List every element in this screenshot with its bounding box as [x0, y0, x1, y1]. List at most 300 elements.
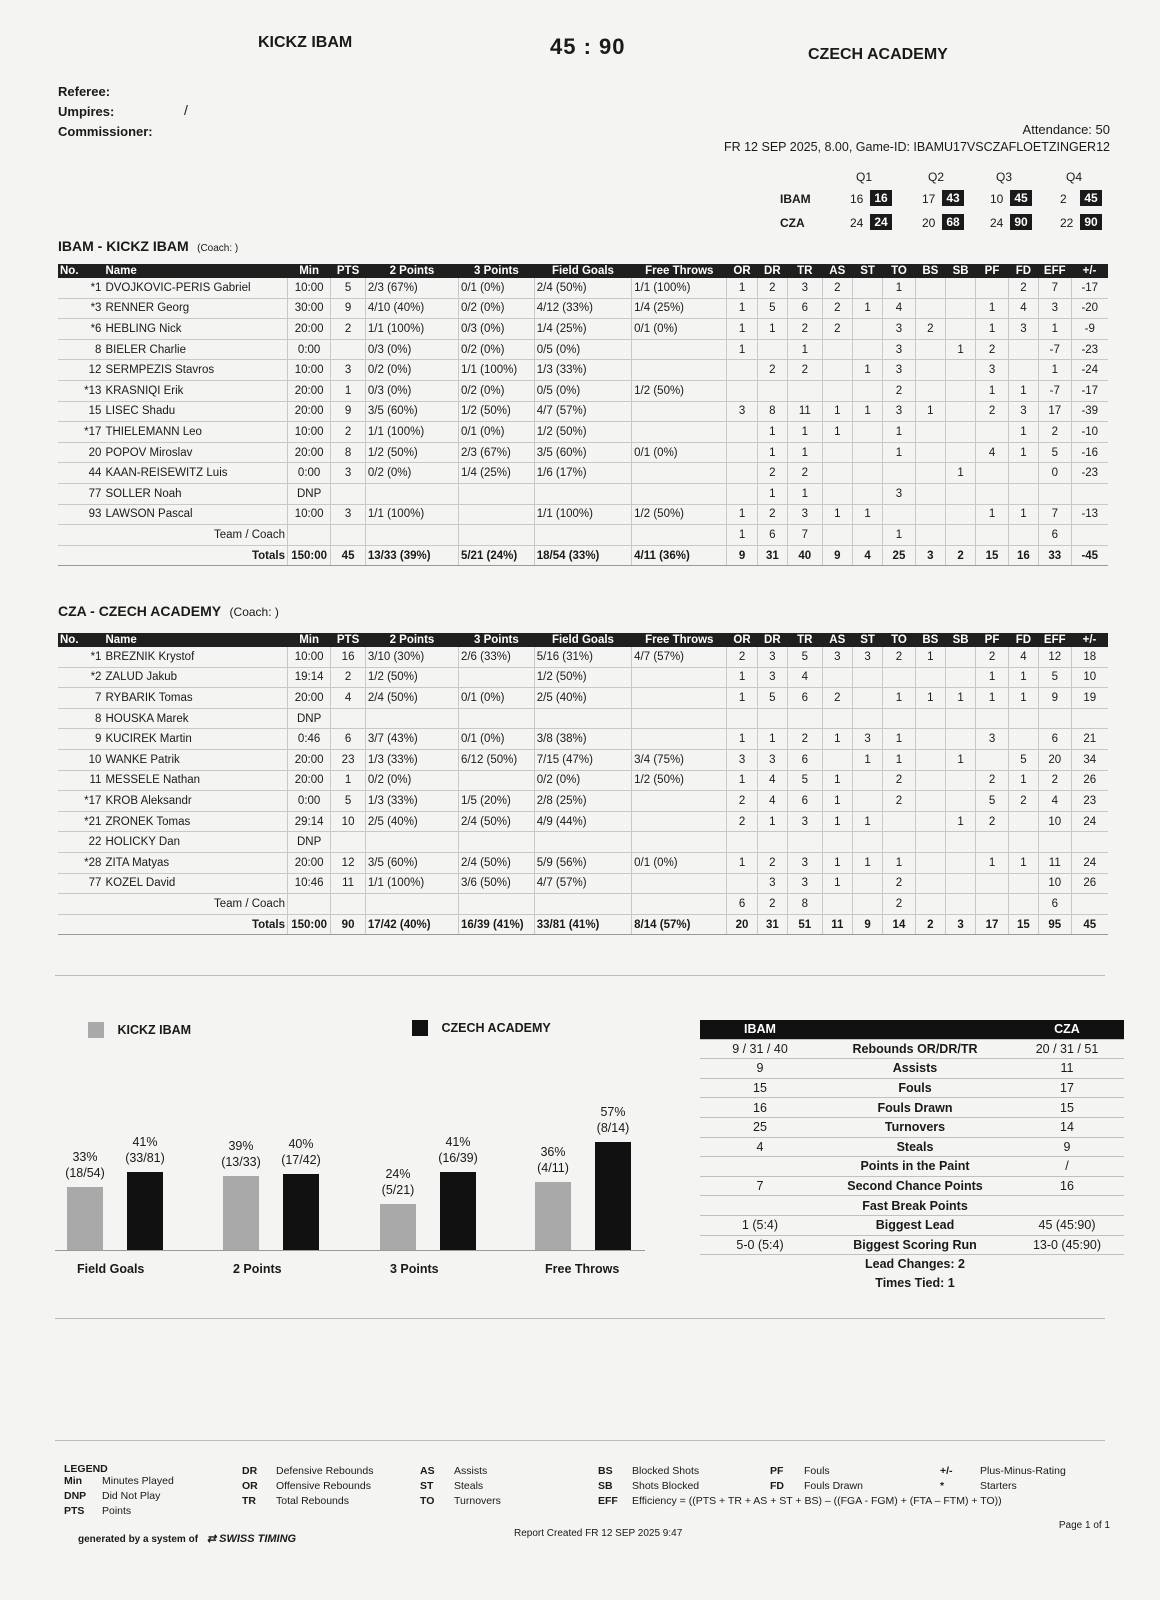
cell-bs [915, 832, 945, 853]
legend-desc: Blocked Shots [632, 1465, 700, 1477]
cell-2-points: 1/3 (33%) [365, 791, 458, 812]
cell-pf [976, 708, 1008, 729]
legend-entry [242, 1494, 373, 1509]
cell-pts: 45 [331, 545, 366, 566]
cell-- [1071, 832, 1108, 853]
cell-st [852, 894, 882, 915]
cell-bs: 2 [915, 319, 945, 340]
bar-detail: (4/11) [537, 1160, 569, 1175]
cell-min: 150:00 [287, 545, 330, 566]
cell-no-: *17 [58, 791, 103, 812]
away-value: 15 [1010, 1098, 1124, 1118]
cell-dr: 3 [757, 749, 787, 770]
cell-to: 1 [883, 688, 915, 709]
cell-pts: 3 [331, 463, 366, 484]
cell-dr [757, 339, 787, 360]
cell-to: 1 [883, 852, 915, 873]
bar-percent: 39% [228, 1138, 254, 1153]
bar-detail: (16/39) [438, 1151, 478, 1166]
cell-fd: 4 [1008, 298, 1038, 319]
legend-group [940, 1464, 1066, 1494]
home-value: 1 (5:4) [700, 1215, 820, 1235]
cell-3-points: 1/1 (100%) [458, 360, 534, 381]
cell-or [727, 360, 757, 381]
legend-desc: Defensive Rebounds [276, 1465, 374, 1477]
cell-no-: *2 [58, 667, 103, 688]
cell-name: HOLICKY Dan [103, 832, 287, 853]
cell-or [727, 422, 757, 443]
cell-free-throws [632, 688, 727, 709]
cell-st: 3 [852, 647, 882, 667]
shooting-chart [55, 1080, 675, 1300]
column-header: TO [883, 264, 915, 278]
cell-pf [976, 894, 1008, 915]
cell-pts: 2 [331, 422, 366, 443]
cell-tr: 2 [788, 360, 823, 381]
cell-st [852, 483, 882, 504]
legend-group [64, 1474, 174, 1519]
cell-2-points: 0/3 (0%) [365, 339, 458, 360]
bar-away [127, 1172, 163, 1250]
bar-home [535, 1182, 571, 1250]
cell-pf: 2 [976, 339, 1008, 360]
cell-tr [788, 832, 823, 853]
legend-away-swatch [412, 1020, 428, 1036]
cell-or: 1 [727, 667, 757, 688]
team1-coach: (Coach: ) [197, 243, 239, 254]
cell-field-goals: 1/2 (50%) [534, 667, 631, 688]
cell-2-points [365, 525, 458, 546]
cell-eff: 7 [1039, 504, 1071, 525]
legend-entry [770, 1479, 863, 1494]
legend-abbr: TR [242, 1495, 256, 1507]
cell-2-points: 13/33 (39%) [365, 545, 458, 566]
cell-or: 1 [727, 278, 757, 298]
cell-or [727, 463, 757, 484]
cell-no-: *1 [58, 647, 103, 667]
column-header: Field Goals [534, 264, 631, 278]
cell-3-points: 3/6 (50%) [458, 873, 534, 894]
cell-min: 20:00 [287, 401, 330, 422]
column-header: Min [287, 264, 330, 278]
legend-abbr: DR [242, 1465, 258, 1477]
cell-pf: 1 [976, 852, 1008, 873]
cell-as: 11 [822, 914, 852, 935]
cell-3-points: 2/3 (67%) [458, 442, 534, 463]
column-header: DR [757, 633, 787, 647]
cell-min: DNP [287, 832, 330, 853]
cell-2-points: 0/2 (0%) [365, 463, 458, 484]
cell-2-points: 1/1 (100%) [365, 504, 458, 525]
away-value: 9 [1010, 1137, 1124, 1157]
cell-free-throws: 3/4 (75%) [632, 749, 727, 770]
cell--: -24 [1071, 360, 1108, 381]
cell-min: 0:00 [287, 791, 330, 812]
cell-as: 2 [822, 688, 852, 709]
cell-free-throws: 1/1 (100%) [632, 278, 727, 298]
cell-st: 1 [852, 298, 882, 319]
cell-name: Totals [103, 914, 287, 935]
cell-min: 150:00 [287, 914, 330, 935]
cell-field-goals: 5/16 (31%) [534, 647, 631, 667]
cell-no-: 22 [58, 832, 103, 853]
cell-pts: 4 [331, 688, 366, 709]
cell-as [822, 749, 852, 770]
cell-or: 1 [727, 852, 757, 873]
cell-dr [757, 380, 787, 401]
cell-pf: 1 [976, 298, 1008, 319]
cell-fd: 5 [1008, 749, 1038, 770]
cumulative-score: 24 [870, 214, 892, 230]
cell-- [1071, 483, 1108, 504]
player-row [58, 852, 1108, 873]
cell-as [822, 525, 852, 546]
cell-field-goals: 1/2 (50%) [534, 422, 631, 443]
team1-heading [58, 238, 238, 256]
quarter-scores [780, 170, 1110, 240]
cell-no- [58, 545, 103, 566]
cell-dr: 31 [757, 545, 787, 566]
bar-label [363, 1166, 433, 1198]
cell--: 19 [1071, 688, 1108, 709]
player-row [58, 339, 1108, 360]
legend-entry [940, 1479, 1066, 1494]
cell-no-: 8 [58, 708, 103, 729]
player-row [58, 278, 1108, 298]
bar-detail: (33/81) [125, 1151, 165, 1166]
cell-min: DNP [287, 708, 330, 729]
home-value: 25 [700, 1117, 820, 1137]
stat-name: Points in the Paint [820, 1157, 1010, 1177]
cell-bs [915, 811, 945, 832]
legend-entry [420, 1494, 501, 1509]
cell-dr: 3 [757, 667, 787, 688]
cell--: -20 [1071, 298, 1108, 319]
legend-abbr: TO [420, 1495, 435, 1507]
cell-3-points: 0/1 (0%) [458, 729, 534, 750]
cell-or [727, 873, 757, 894]
cell--: 24 [1071, 852, 1108, 873]
cell-as: 1 [822, 852, 852, 873]
bar-percent: 40% [288, 1137, 314, 1151]
comparison-row [700, 1117, 1124, 1137]
cell-pts: 16 [331, 647, 366, 667]
cell-to: 2 [883, 894, 915, 915]
cell-2-points: 0/2 (0%) [365, 770, 458, 791]
cell-as [822, 894, 852, 915]
cell--: -13 [1071, 504, 1108, 525]
quarter-score: 20 [922, 216, 936, 230]
column-header: EFF [1039, 264, 1071, 278]
column-header: OR [727, 264, 757, 278]
cell-or: 1 [727, 319, 757, 340]
cell-tr: 2 [788, 463, 823, 484]
legend-entry [598, 1494, 1002, 1509]
player-row [58, 647, 1108, 667]
cell-or: 2 [727, 647, 757, 667]
cell-3-points: 0/2 (0%) [458, 298, 534, 319]
cell-to [883, 667, 915, 688]
cell-3-points: 0/2 (0%) [458, 380, 534, 401]
cell-as: 1 [822, 729, 852, 750]
final-score: 45 : 90 [550, 34, 626, 59]
cell-min: 20:00 [287, 442, 330, 463]
cell-no-: *3 [58, 298, 103, 319]
cell-tr: 8 [788, 894, 823, 915]
cell-or: 2 [727, 791, 757, 812]
column-header: AS [822, 633, 852, 647]
cell-sb [945, 791, 975, 812]
cell-pf: 2 [976, 647, 1008, 667]
cell-st: 1 [852, 852, 882, 873]
generated-by [78, 1532, 296, 1545]
cell-tr: 3 [788, 504, 823, 525]
player-row [58, 483, 1108, 504]
home-value [700, 1157, 820, 1177]
cell-eff: 4 [1039, 791, 1071, 812]
column-header: Min [287, 633, 330, 647]
quarter-score: 10 [990, 192, 1004, 206]
cell-min: 29:14 [287, 811, 330, 832]
cell-fd: 1 [1008, 770, 1038, 791]
legend-entry [64, 1474, 174, 1489]
legend-abbr: PF [770, 1465, 784, 1477]
cell-pts: 1 [331, 380, 366, 401]
player-row [58, 873, 1108, 894]
cell-3-points [458, 525, 534, 546]
cell-min: 10:46 [287, 873, 330, 894]
table-header-row [58, 264, 1108, 278]
cell-field-goals: 18/54 (33%) [534, 545, 631, 566]
cell-eff: 6 [1039, 525, 1071, 546]
cell-pf [976, 278, 1008, 298]
cell-fd: 1 [1008, 688, 1038, 709]
cell-no-: 20 [58, 442, 103, 463]
legend-desc: Fouls [804, 1465, 830, 1477]
cumulative-score: 45 [1080, 190, 1102, 206]
cell-fd: 1 [1008, 667, 1038, 688]
team2-boxscore-table [58, 633, 1108, 935]
cell-eff: 12 [1039, 647, 1071, 667]
cell-eff [1039, 832, 1071, 853]
column-header: TR [788, 264, 823, 278]
cell-to: 1 [883, 422, 915, 443]
cell-free-throws: 1/2 (50%) [632, 770, 727, 791]
cell-tr: 1 [788, 422, 823, 443]
cell-bs [915, 708, 945, 729]
cell-fd [1008, 832, 1038, 853]
cell-sb [945, 525, 975, 546]
away-value: 14 [1010, 1117, 1124, 1137]
cell-2-points: 1/1 (100%) [365, 422, 458, 443]
legend-desc: Turnovers [454, 1495, 501, 1507]
home-header: IBAM [700, 1020, 820, 1039]
chart-baseline [55, 1250, 645, 1251]
cell-free-throws [632, 894, 727, 915]
legend-abbr: ST [420, 1480, 434, 1492]
legend-entry [420, 1464, 501, 1479]
cell-dr: 3 [757, 873, 787, 894]
cell-eff [1039, 483, 1071, 504]
cell-sb: 1 [945, 339, 975, 360]
bar-detail: (18/54) [65, 1166, 105, 1181]
cell-sb [945, 852, 975, 873]
legend-abbr: DNP [64, 1490, 87, 1502]
cell--: 10 [1071, 667, 1108, 688]
player-row [58, 770, 1108, 791]
cell-3-points [458, 894, 534, 915]
cell-free-throws [632, 360, 727, 381]
cell-or: 1 [727, 504, 757, 525]
cumulative-score: 45 [1010, 190, 1032, 206]
cell-to: 4 [883, 298, 915, 319]
cell-3-points: 2/6 (33%) [458, 647, 534, 667]
cell-pf: 4 [976, 442, 1008, 463]
cell-tr: 6 [788, 688, 823, 709]
player-row [58, 442, 1108, 463]
cell-min: DNP [287, 483, 330, 504]
bar-away [283, 1174, 319, 1250]
cell-bs: 1 [915, 647, 945, 667]
cell-eff: -7 [1039, 339, 1071, 360]
cell-tr: 6 [788, 298, 823, 319]
away-value: 45 (45:90) [1010, 1215, 1124, 1235]
player-row [58, 319, 1108, 340]
cell-no-: 7 [58, 688, 103, 709]
quarter-score: 2 [1060, 192, 1067, 206]
cell-eff: 7 [1039, 278, 1071, 298]
cell-pts: 11 [331, 873, 366, 894]
umpires-value: / [184, 102, 188, 118]
away-value: / [1010, 1157, 1124, 1177]
legend-abbr: SB [598, 1480, 613, 1492]
cell-free-throws [632, 873, 727, 894]
cell-no-: *17 [58, 422, 103, 443]
cell-free-throws: 0/1 (0%) [632, 319, 727, 340]
cell-as [822, 667, 852, 688]
cell-to: 3 [883, 339, 915, 360]
cell-tr: 6 [788, 791, 823, 812]
cell-free-throws: 0/1 (0%) [632, 442, 727, 463]
cell-fd [1008, 708, 1038, 729]
cell-as [822, 442, 852, 463]
cell-2-points: 3/5 (60%) [365, 401, 458, 422]
cell-bs [915, 360, 945, 381]
cell-to [883, 811, 915, 832]
cell-min: 20:00 [287, 749, 330, 770]
cell-min: 10:00 [287, 504, 330, 525]
column-header: Name [103, 633, 287, 647]
cell-3-points: 0/1 (0%) [458, 688, 534, 709]
legend-group [242, 1464, 373, 1509]
bar-label [423, 1134, 493, 1166]
legend-home-label: KICKZ IBAM [117, 1023, 192, 1037]
legend-entry [242, 1464, 373, 1479]
cell-sb [945, 667, 975, 688]
legend-desc: Total Rebounds [276, 1495, 349, 1507]
stat-name: Fouls [820, 1078, 1010, 1098]
cell-pf: 2 [976, 770, 1008, 791]
cell-fd [1008, 811, 1038, 832]
cell-no-: 12 [58, 360, 103, 381]
cell-sb [945, 380, 975, 401]
cell-fd: 1 [1008, 852, 1038, 873]
cell-sb [945, 278, 975, 298]
team2-coach: (Coach: ) [229, 605, 279, 619]
bar-detail: (5/21) [381, 1183, 415, 1198]
cell-sb [945, 442, 975, 463]
cell-pf [976, 483, 1008, 504]
cell-bs [915, 729, 945, 750]
cell-min [287, 525, 330, 546]
cell-as: 2 [822, 278, 852, 298]
comparison-row [700, 1215, 1124, 1235]
cell-2-points [365, 832, 458, 853]
cell-pts: 12 [331, 852, 366, 873]
cell-tr: 1 [788, 442, 823, 463]
player-row [58, 422, 1108, 443]
cell-2-points: 17/42 (40%) [365, 914, 458, 935]
team2-title: CZA - CZECH ACADEMY [58, 603, 222, 619]
cell-fd [1008, 463, 1038, 484]
cell-- [1071, 525, 1108, 546]
cell-pts: 9 [331, 298, 366, 319]
cell-no-: *13 [58, 380, 103, 401]
player-row [58, 729, 1108, 750]
cell-pf [976, 525, 1008, 546]
cell-no- [58, 525, 103, 546]
cell-sb: 1 [945, 811, 975, 832]
cell-st [852, 525, 882, 546]
cell-free-throws [632, 401, 727, 422]
cell-tr [788, 708, 823, 729]
cell-bs [915, 749, 945, 770]
legend-home [88, 1022, 191, 1038]
cell-2-points: 1/2 (50%) [365, 667, 458, 688]
cell-to: 2 [883, 380, 915, 401]
cell-st [852, 319, 882, 340]
cell-field-goals [534, 483, 631, 504]
cell-name: RYBARIK Tomas [103, 688, 287, 709]
cell-tr: 1 [788, 339, 823, 360]
cell-dr: 5 [757, 688, 787, 709]
cell-field-goals: 2/4 (50%) [534, 278, 631, 298]
cell-eff: 17 [1039, 401, 1071, 422]
cell-name: KAAN-REISEWITZ Luis [103, 463, 287, 484]
cell-free-throws [632, 832, 727, 853]
bar-label [110, 1134, 180, 1166]
cell-dr: 4 [757, 770, 787, 791]
cell-st [852, 278, 882, 298]
cell-fd: 4 [1008, 647, 1038, 667]
cell-name: ZRONEK Tomas [103, 811, 287, 832]
cell-field-goals: 3/8 (38%) [534, 729, 631, 750]
divider [55, 1318, 1105, 1319]
quarter-score: 16 [850, 192, 864, 206]
legend-away [412, 1020, 551, 1036]
home-value [700, 1255, 820, 1274]
bar-percent: 41% [445, 1135, 471, 1150]
team-coach-row [58, 894, 1108, 915]
table-header-row [58, 633, 1108, 647]
cell--: -17 [1071, 278, 1108, 298]
cell--: 45 [1071, 914, 1108, 935]
quarter-score: 24 [990, 216, 1004, 230]
cell-st [852, 791, 882, 812]
cell-free-throws [632, 463, 727, 484]
cell-or: 3 [727, 749, 757, 770]
cell-to [883, 463, 915, 484]
